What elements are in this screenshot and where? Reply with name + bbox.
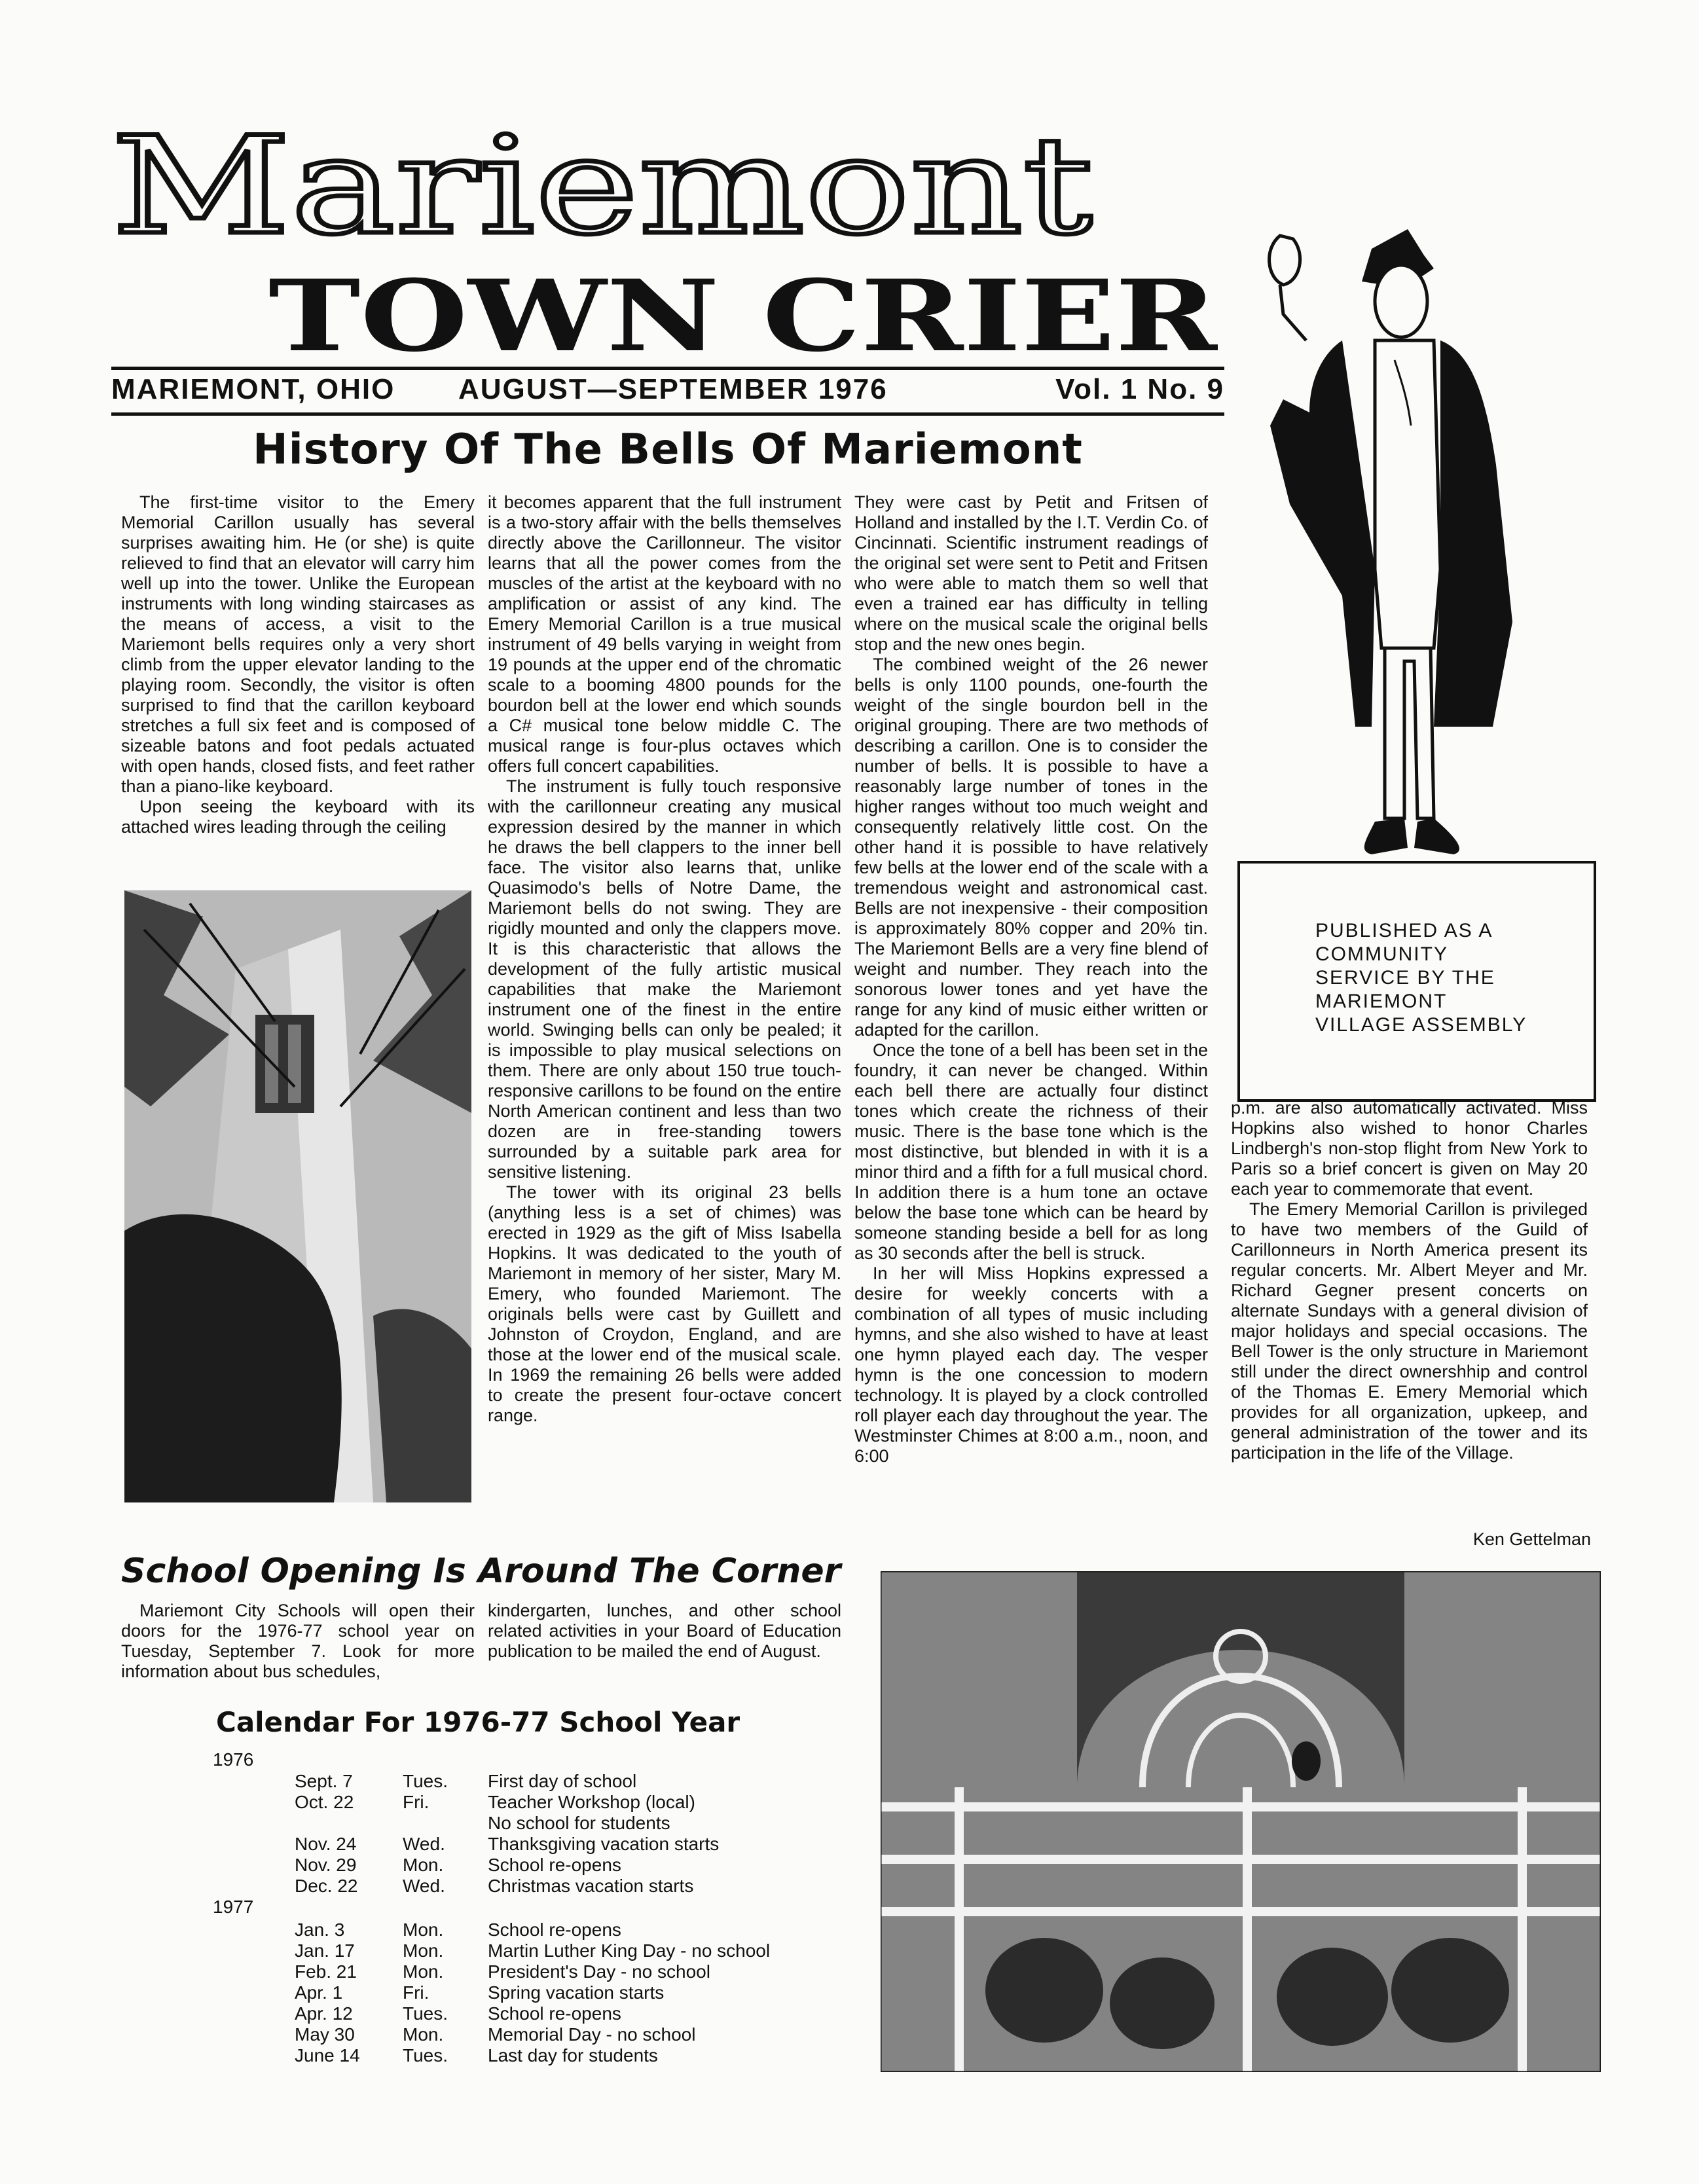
calendar-date: Apr. 1 bbox=[295, 1982, 343, 2003]
calendar-date: Feb. 21 bbox=[295, 1961, 357, 1982]
calendar-event: Spring vacation starts bbox=[488, 1982, 665, 2003]
calendar-year: 1976 bbox=[213, 1749, 254, 1770]
calendar-day: Mon. bbox=[403, 1920, 444, 1940]
calendar-date: Nov. 24 bbox=[295, 1834, 357, 1854]
calendar-day: Wed. bbox=[403, 1834, 445, 1854]
publisher-line: PUBLISHED AS A bbox=[1315, 920, 1493, 941]
issue-date: AUGUST—SEPTEMBER 1976 bbox=[458, 373, 888, 405]
calendar-day: Fri. bbox=[403, 1982, 429, 2003]
calendar-event: President's Day - no school bbox=[488, 1961, 710, 1982]
calendar-day: Mon. bbox=[403, 1961, 444, 1982]
publisher-line: SERVICE BY THE bbox=[1315, 967, 1495, 989]
calendar-event: Memorial Day - no school bbox=[488, 2024, 696, 2045]
publisher-box bbox=[1237, 861, 1596, 1102]
paragraph: p.m. are also automatically activated. Miss Hopkins also wished to honor Charles Lindbergh's non-stop flight from New York to Paris so a brief concert is given on May 20 each year to commemorate that event. bbox=[1231, 1098, 1588, 1199]
town-crier-illustration bbox=[1244, 229, 1584, 887]
author-byline: Ken Gettelman bbox=[1472, 1529, 1591, 1549]
calendar-day: Mon. bbox=[403, 1940, 444, 1961]
calendar-date: May 30 bbox=[295, 2024, 355, 2045]
calendar-day: Tues. bbox=[403, 1771, 448, 1791]
school-headline: School Opening Is Around The Corner bbox=[121, 1552, 841, 1591]
svg-text:TOWN CRIER: TOWN CRIER bbox=[268, 262, 1218, 360]
calendar-date: Apr. 12 bbox=[295, 2003, 353, 2024]
svg-text:Mariemont: Mariemont bbox=[111, 118, 1093, 255]
calendar-date: Nov. 29 bbox=[295, 1855, 357, 1875]
calendar-event: Last day for students bbox=[488, 2045, 658, 2066]
calendar-event: School re-opens bbox=[488, 1920, 621, 1940]
calendar-date: June 14 bbox=[295, 2045, 360, 2066]
calendar-day: Mon. bbox=[403, 2024, 444, 2045]
publisher-line: VILLAGE ASSEMBLY bbox=[1315, 1014, 1527, 1036]
paragraph: The combined weight of the 26 newer bells is only 1100 pounds, one-fourth the weight of the single bourdon bell in the original grouping. There are two methods of describing a carillon. One is to consider the number of bells. It is possible to have a reasonably large number of tones in the higher ranges without too much weight and consequently relatively little cost. On the other hand it is possible to have relatively few bells at the lower end of the scale with a tremendous weight and astronomical cast. Bells are not inexpensive - their composition is approximately 80% copper and 20% tin. The Mariemont Bells are a very fine blend of weight and number. They reach into the sonorous lower tones and yet have the range for any kind of music either written or adapted for the carillon. bbox=[854, 655, 1208, 1040]
calendar-event: Christmas vacation starts bbox=[488, 1876, 694, 1896]
calendar-event: School re-opens bbox=[488, 1855, 621, 1875]
paragraph: In her will Miss Hopkins expressed a desire for weekly concerts with a combination of all types of music including hymns, and she also wished to have at least one hymn played each day. The vesper hymn is the one concession to modern technology. It is played by a clock controlled roll player each day throughout the year. The Westminster Chimes at 8:00 a.m., noon, and 6:00 bbox=[854, 1264, 1208, 1466]
paragraph: They were cast by Petit and Fritsen of Holland and installed by the I.T. Verdin Co. of Cincinnati. Scientific instrument readings of the original set were sent to Petit and Fritsen who were able to match them so well that even a trained ear has difficulty in telling where on the musical scale the original bells stop and the new ones begin. bbox=[854, 492, 1208, 654]
paragraph: kindergarten, lunches, and other school related activities in your Board of Education publication to be mailed the end of August. bbox=[488, 1601, 841, 1661]
calendar-date: Sept. 7 bbox=[295, 1771, 353, 1791]
calendar-day: Fri. bbox=[403, 1792, 429, 1812]
calendar-year: 1977 bbox=[213, 1897, 254, 1917]
calendar-event: No school for students bbox=[488, 1813, 670, 1833]
calendar-event: Thanksgiving vacation starts bbox=[488, 1834, 720, 1854]
calendar-date: Jan. 17 bbox=[295, 1940, 355, 1961]
paragraph: The tower with its original 23 bells (anything less is a set of chimes) was erected in 1929 as the gift of Miss Isabella Hopkins. It was dedicated to the youth of Mariemont in memory of her sister, Mary M. Emery, who founded Mariemont. The originals bells were cast by Guillett and Johnston of Croydon, England, and are those at the lower end of the musical scale. In 1969 the remaining 26 bells were added to create the present four-octave concert range. bbox=[488, 1182, 841, 1425]
paragraph: Upon seeing the keyboard with its attached wires leading through the ceiling bbox=[121, 797, 475, 837]
calendar-day: Mon. bbox=[403, 1855, 444, 1875]
volume-number: Vol. 1 No. 9 bbox=[1055, 373, 1224, 405]
calendar-day: Tues. bbox=[403, 2003, 448, 2024]
paragraph: The Emery Memorial Carillon is privileged to have two members of the Guild of Carillonneurs in North America present its regular concerts. Mr. Albert Meyer and Mr. Richard Gegner present concerts on alternate Sundays with a general division of major holidays and special occasions. The Bell Tower is the only structure in Mariemont still under the direct ownershhip and control of the Thomas E. Emery Memorial which provides for all organization, upkeep, and general administration of the tower and its participation in the life of the Village. bbox=[1231, 1199, 1588, 1463]
location: MARIEMONT, OHIO bbox=[111, 373, 395, 405]
calendar-event: Teacher Workshop (local) bbox=[488, 1792, 695, 1812]
article-headline: History Of The Bells Of Mariemont bbox=[253, 426, 1083, 474]
calendar-title: Calendar For 1976-77 School Year bbox=[216, 1706, 740, 1738]
calendar-date: Oct. 22 bbox=[295, 1792, 354, 1812]
calendar-date: Jan. 3 bbox=[295, 1920, 345, 1940]
publisher-line: COMMUNITY bbox=[1315, 943, 1448, 965]
publisher-line: MARIEMONT bbox=[1315, 991, 1448, 1012]
calendar-day: Wed. bbox=[403, 1876, 445, 1896]
calendar-date: Dec. 22 bbox=[295, 1876, 358, 1896]
calendar-day: Tues. bbox=[403, 2045, 448, 2066]
carillon-interior-photo bbox=[881, 1571, 1601, 2072]
paragraph: it becomes apparent that the full instrument is a two-story affair with the bells themselves directly above the Carillonneur. The visitor learns that all the power comes from the muscles of the artist at the keyboard with no amplification or assist of any kind. The Emery Memorial Carillon is a true musical instrument of 49 bells varying in weight from 19 pounds at the upper end of the chromatic scale to a booming 4800 pounds for the bourdon bell at the lower end which sounds a C# musical tone below middle C. The musical range is four-plus octaves which offers full concert capabilities. bbox=[488, 492, 841, 776]
calendar-event: School re-opens bbox=[488, 2003, 621, 2024]
paragraph: Mariemont City Schools will open their doors for the 1976-77 school year on Tuesday, September 7. Look for more information about bus schedules, bbox=[121, 1601, 475, 1681]
calendar-event: Martin Luther King Day - no school bbox=[488, 1940, 771, 1961]
paragraph: The instrument is fully touch responsive with the carillonneur creating any musical expression desired by the manner in which he draws the bell clappers to the inner bell face. The visitor also learns that, unlike Quasimodo's bells of Notre Dame, the Mariemont bells do not swing. They are rigidly mounted and only the clappers move. It is this characteristic that allows the development of the fully artistic musical capabilities that make the Mariemont instrument one of the finest in the entire world. Swinging bells can only be pealed; it is impossible to play musical selections on them. There are only about 150 true touch-responsive carillons to be found on the entire North American continent and less than two dozen are in free-standing towers surrounded by a suitable park area for sensitive listening. bbox=[488, 776, 841, 1182]
article-column-4 bbox=[1231, 1098, 1588, 1463]
calendar-event: First day of school bbox=[488, 1771, 637, 1791]
paragraph: Once the tone of a bell has been set in the foundry, it can never be changed. Within each bell there are actually four distinct tones which create the richness of their music. There is the base tone which is the most distinctive, but blended in with it is a minor third and a fifth for a full musical chord. In addition there is a hum tone an octave below the base tone which can be heard by someone standing beside a bell for as long as 30 seconds after the bell is struck. bbox=[854, 1040, 1208, 1263]
paragraph: The first-time visitor to the Emery Memorial Carillon usually has several surprises awaiting him. He (or she) is quite relieved to find that an elevator will carry him well up into the tower. Unlike the European instruments with long winding staircases as the means of access, a visit to the Mariemont bells requires only a very short climb from the upper elevator landing to the playing room. Secondly, the visitor is often surprised to find that the carillon keyboard stretches a full six feet and is composed of sizeable batons and foot pedals actuated with open hands, closed fists, and feet rather than a piano-like keyboard. bbox=[121, 492, 475, 796]
article-column-3 bbox=[854, 492, 1208, 1466]
